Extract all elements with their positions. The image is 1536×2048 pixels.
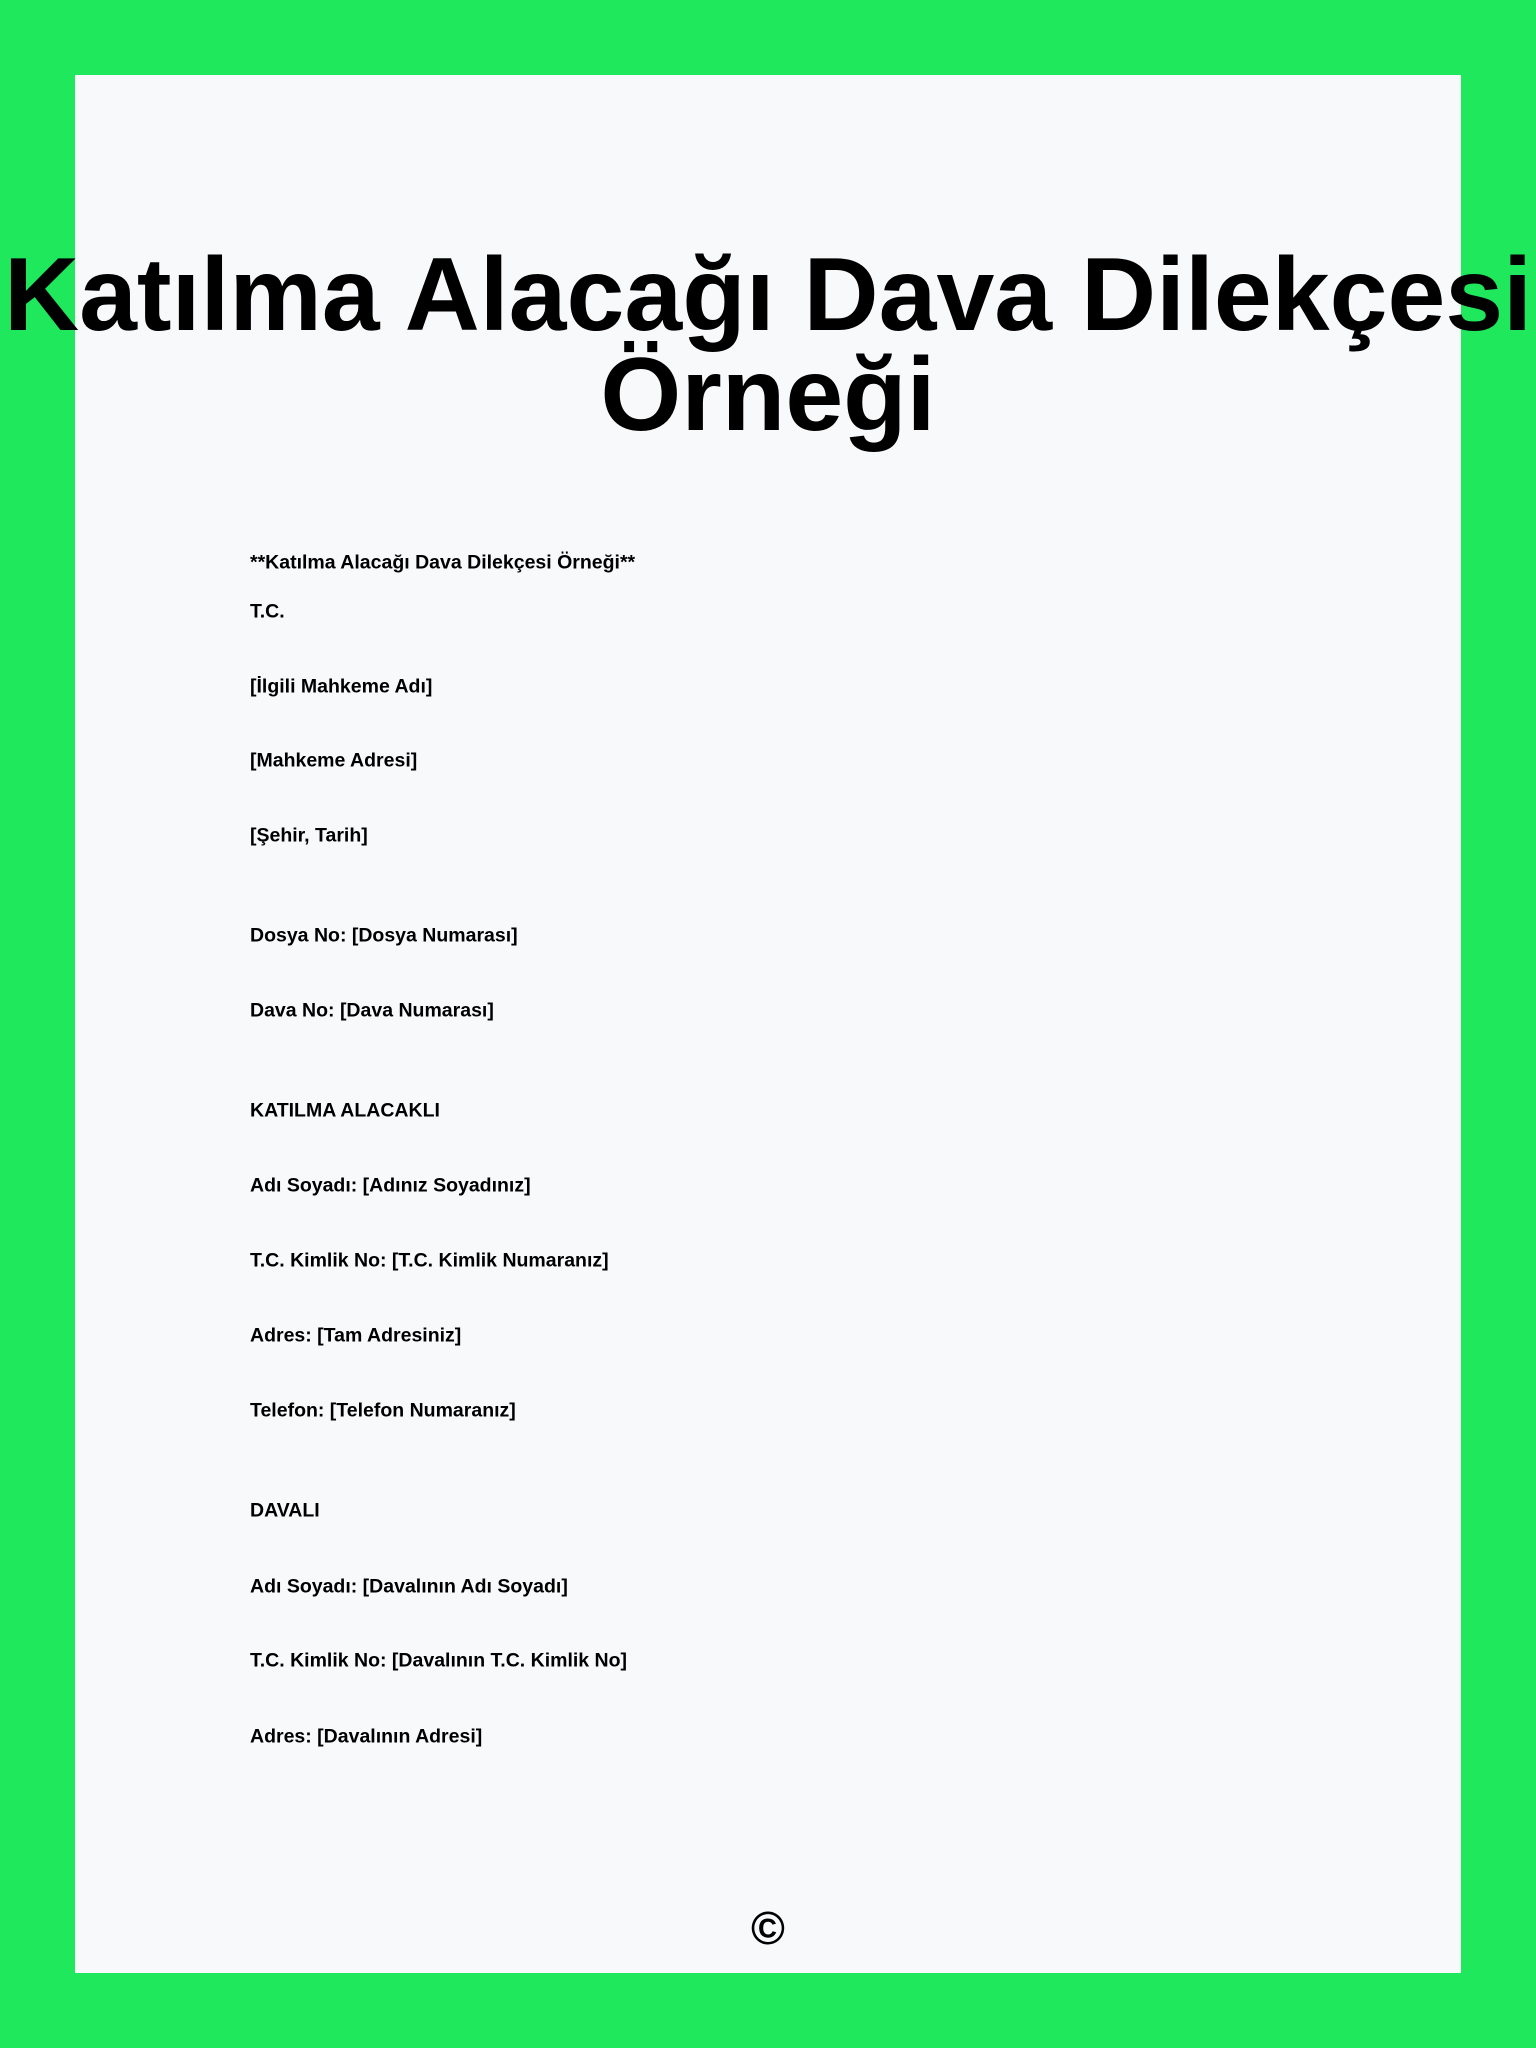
text-line: Dosya No: [Dosya Numarası] <box>250 924 518 947</box>
text-line: Adres: [Tam Adresiniz] <box>250 1324 462 1347</box>
text-line: Dava No: [Dava Numarası] <box>250 999 494 1022</box>
text-line: [Mahkeme Adresi] <box>250 749 418 772</box>
text-line: Adı Soyadı: [Davalının Adı Soyadı] <box>250 1575 568 1598</box>
text-line: Telefon: [Telefon Numaranız] <box>250 1399 516 1422</box>
section-heading: DAVALI <box>250 1499 320 1522</box>
text-line: [Şehir, Tarih] <box>250 824 368 847</box>
subtitle: **Katılma Alacağı Dava Dilekçesi Örneği** <box>250 551 636 574</box>
text-line: [İlgili Mahkeme Adı] <box>250 675 433 698</box>
text-line: T.C. <box>250 600 285 623</box>
copyright-icon: © <box>751 1902 785 1954</box>
page-title: Katılma Alacağı Dava Dilekçesi Örneği <box>3 237 1533 453</box>
text-line: T.C. Kimlik No: [T.C. Kimlik Numaranız] <box>250 1249 609 1272</box>
section-heading: KATILMA ALACAKLI <box>250 1099 440 1122</box>
text-line: Adı Soyadı: [Adınız Soyadınız] <box>250 1174 531 1197</box>
text-line: T.C. Kimlik No: [Davalının T.C. Kimlik No] <box>250 1649 628 1672</box>
text-line: Adres: [Davalının Adresi] <box>250 1725 483 1748</box>
